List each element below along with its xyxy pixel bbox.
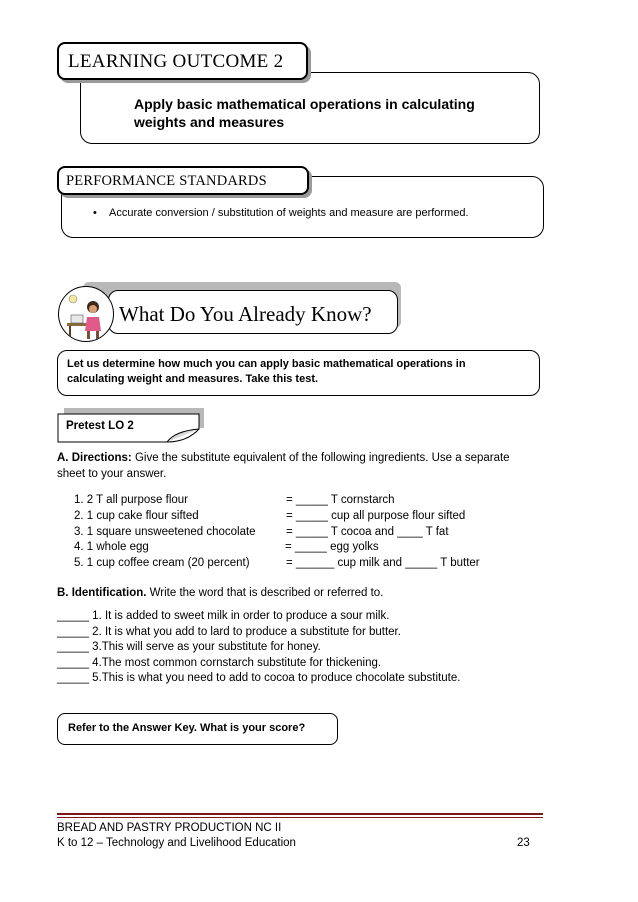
list-item: _____ 3.This will serve as your substitute for honey.: [57, 641, 321, 653]
footer-rule-thin: [57, 817, 543, 818]
section-a-directions-2: sheet to your answer.: [57, 468, 167, 480]
list-item: _____ 2. It is what you add to lard to produce a substitute for butter.: [57, 626, 401, 638]
performance-standards-title-box: [57, 166, 309, 195]
section-a-heading: A. Directions:: [57, 452, 132, 464]
intro-box: [57, 350, 540, 396]
answer-key-text: Refer to the Answer Key. What is your score?: [68, 722, 306, 734]
list-item: _____ 1. It is added to sweet milk in order to produce a sour milk.: [57, 610, 390, 622]
bullet-icon: •: [93, 207, 97, 219]
answer-key-box: [57, 713, 338, 745]
pretest-label: Pretest LO 2: [66, 420, 134, 432]
footer-rule: [57, 813, 543, 815]
intro-text-2: calculating weight and measures. Take this test.: [67, 373, 319, 385]
performance-standards-title: PERFORMANCE STANDARDS: [66, 173, 267, 189]
list-item: _____ 4.The most common cornstarch substitute for thickening.: [57, 657, 382, 669]
list-item: 5. 1 cup coffee cream (20 percent) = ______ cup milk and _____ T butter: [74, 557, 480, 569]
section-b-directions: [57, 587, 383, 599]
page-number: 23: [517, 837, 530, 849]
section-a-directions-1: [57, 452, 510, 464]
student-reading-icon: [59, 287, 113, 341]
intro-text-1: Let us determine how much you can apply basic mathematical operations in: [67, 358, 466, 370]
footer-course: BREAD AND PASTRY PRODUCTION NC II: [57, 822, 282, 834]
student-avatar: [58, 286, 114, 342]
list-item: 1. 2 T all purpose flour = _____ T cornstarch: [74, 494, 395, 506]
learning-outcome-text-1: Apply basic mathematical operations in calculating: [134, 96, 475, 112]
footer-program: K to 12 – Technology and Livelihood Education: [57, 837, 296, 849]
learning-outcome-title: LEARNING OUTCOME 2: [68, 51, 284, 72]
wdyak-title-box: [108, 290, 398, 334]
list-item: _____ 5.This is what you need to add to cocoa to produce chocolate substitute.: [57, 672, 461, 684]
section-b-text: Write the word that is described or referred to.: [146, 587, 384, 599]
list-item: 2. 1 cup cake flour sifted = _____ cup all purpose flour sifted: [74, 510, 466, 522]
performance-standard-item: Accurate conversion / substitution of weights and measure are performed.: [109, 207, 469, 219]
section-a-text: Give the substitute equivalent of the following ingredients. Use a separate: [131, 452, 510, 464]
learning-outcome-text-2: weights and measures: [134, 114, 285, 130]
learning-outcome-title-box: [57, 42, 308, 80]
section-b-heading: B. Identification.: [57, 587, 147, 599]
wdyak-title: What Do You Already Know?: [119, 302, 372, 326]
list-item: 4. 1 whole egg = _____ egg yolks: [74, 541, 379, 553]
list-item: 3. 1 square unsweetened chocolate = _____ T cocoa and ____ T fat: [74, 526, 449, 538]
